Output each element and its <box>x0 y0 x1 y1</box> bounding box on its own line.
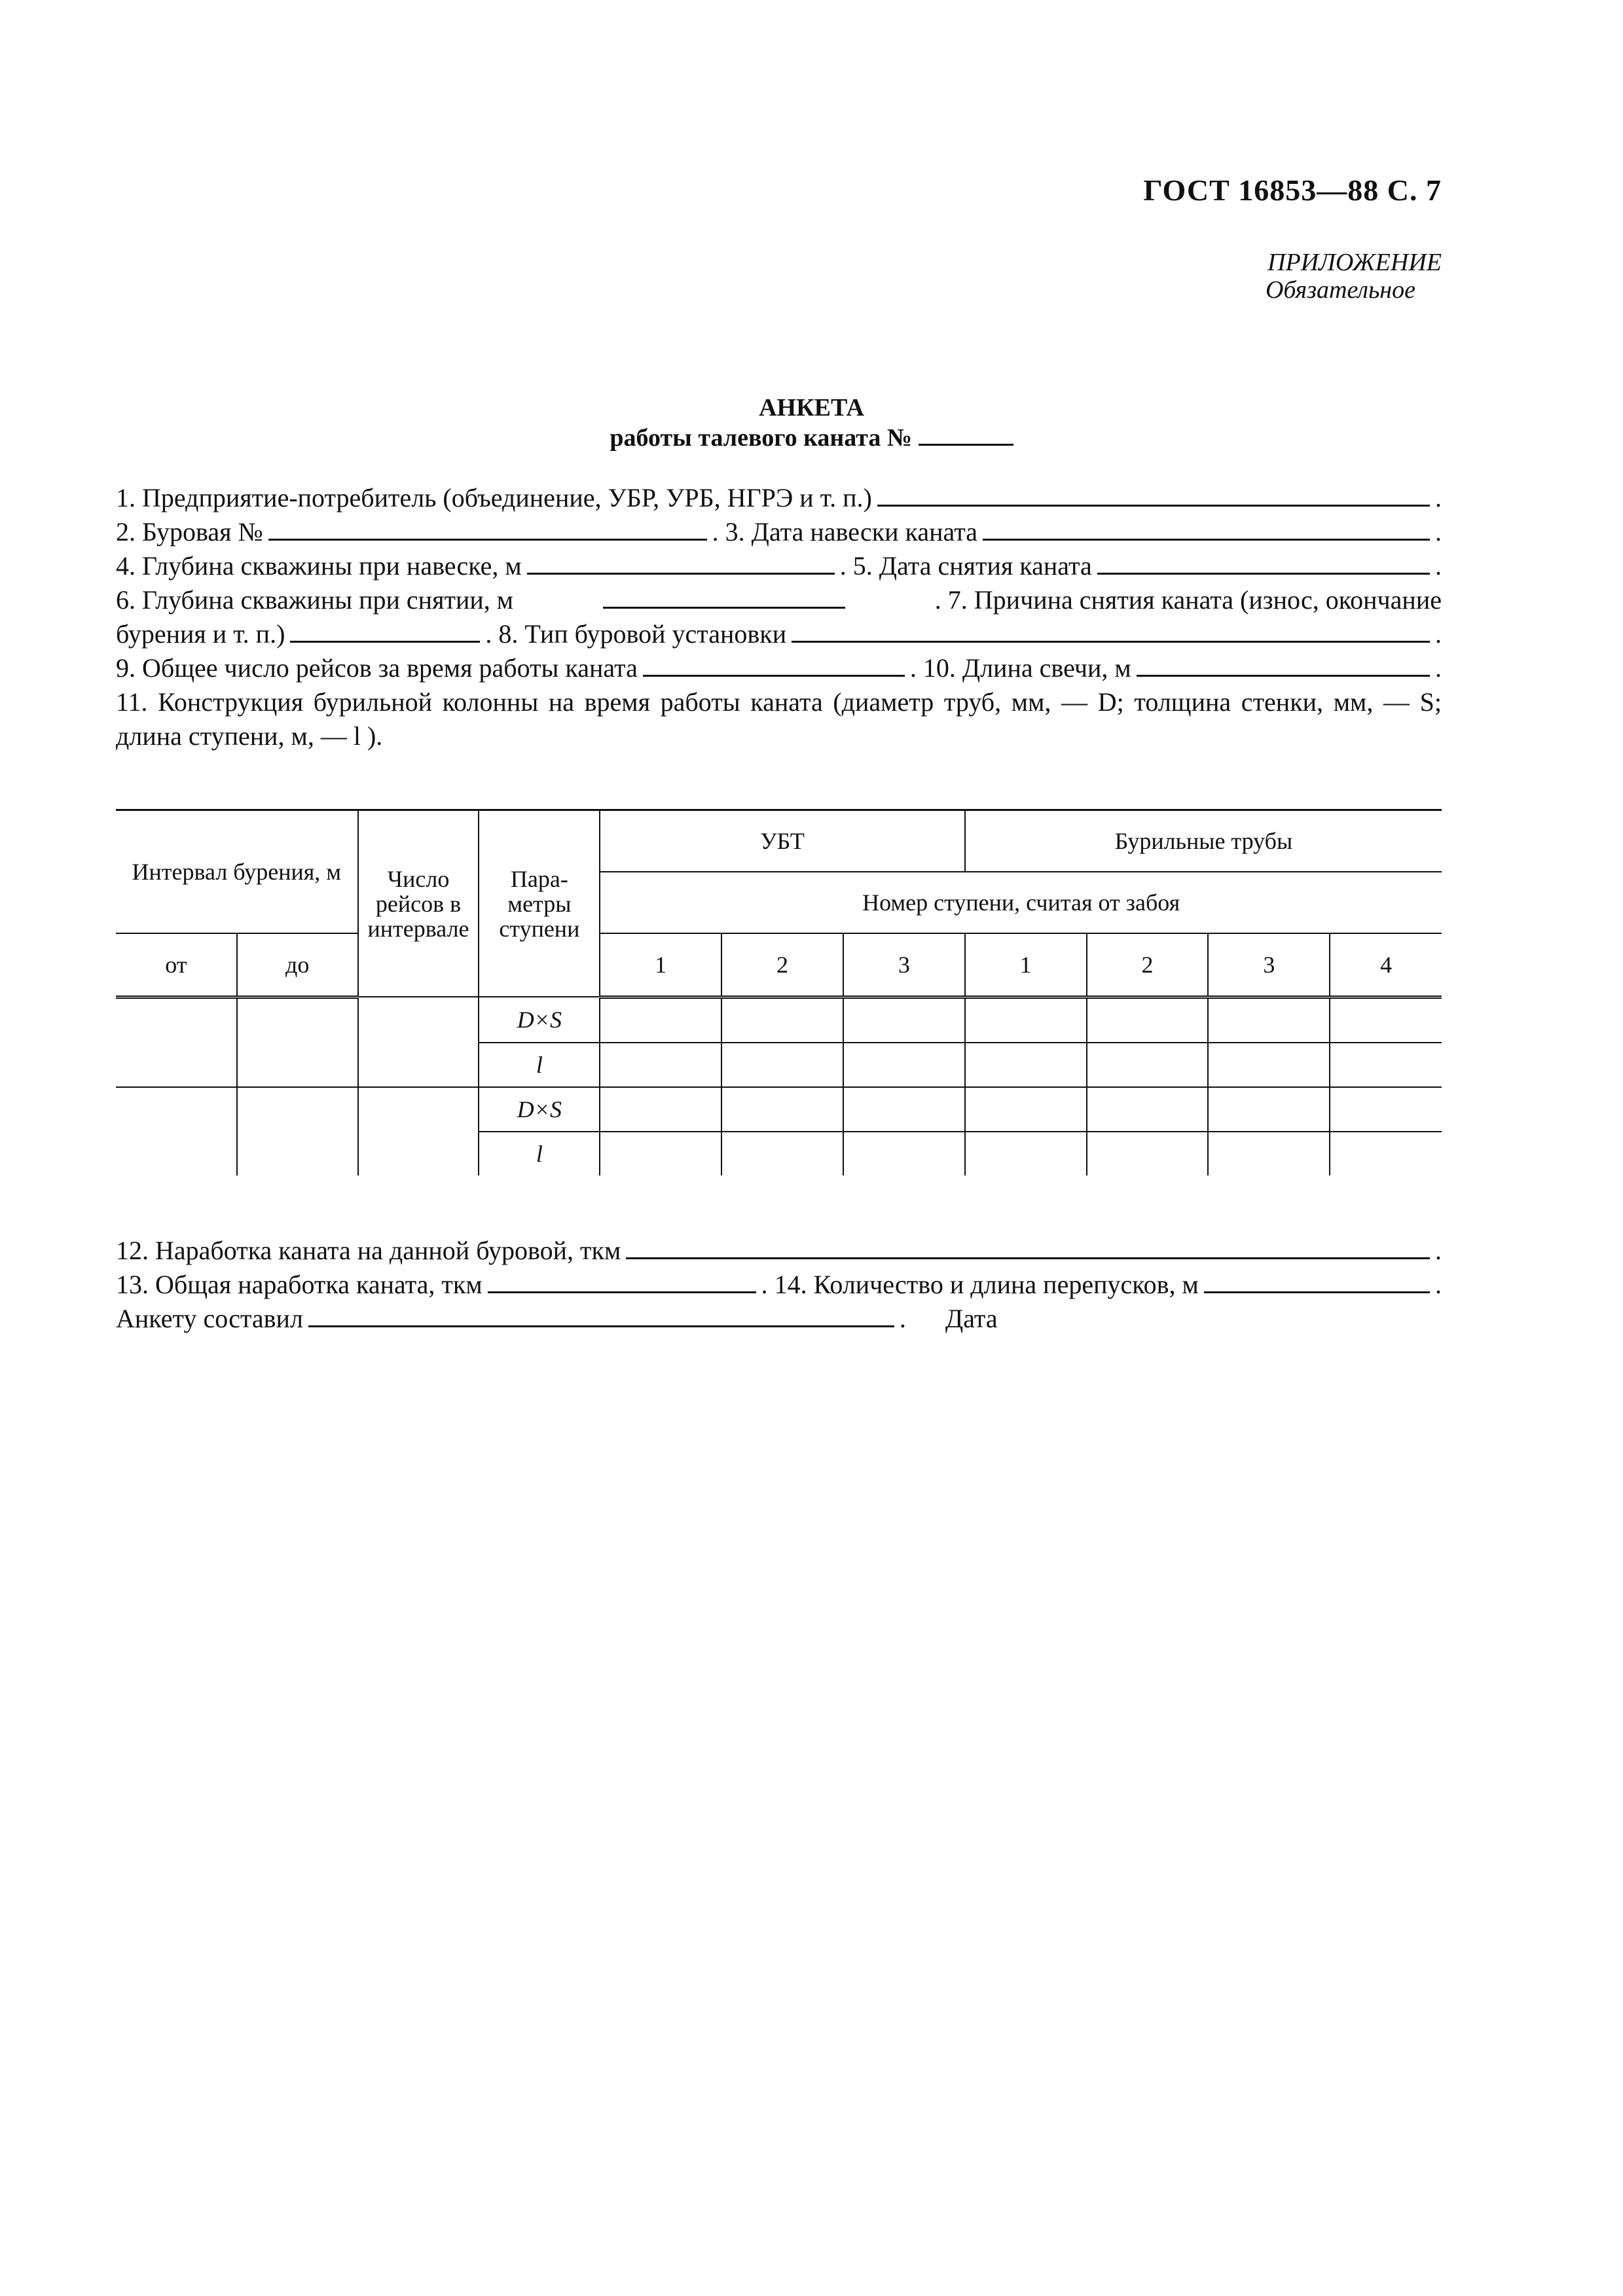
table-cell[interactable] <box>116 1087 237 1175</box>
stage-number-cell: 2 <box>721 933 843 997</box>
field-blank-13[interactable] <box>488 1272 756 1293</box>
field-line-4 <box>116 549 1442 583</box>
drill-string-table <box>116 809 1442 1175</box>
field-label-7: . 7. Причина снятия каната (износ, окончание <box>934 585 1442 615</box>
header-trips-count: Число рейсов в интервале <box>358 810 479 997</box>
field-end-dot: . <box>1435 551 1442 581</box>
field-end-dot: . <box>1435 653 1442 683</box>
appendix-label <box>1266 249 1442 304</box>
stage-number-cell: 4 <box>1330 933 1442 997</box>
field-line-13 <box>116 1268 1442 1302</box>
table-row <box>116 997 1442 1043</box>
field-line-2 <box>116 515 1442 549</box>
form-title-sub-text: работы талевого каната № <box>610 424 913 452</box>
field-end-dot: . <box>1435 1236 1442 1265</box>
field-label-3: . 3. Дата навески каната <box>712 517 977 547</box>
table-cell[interactable] <box>1087 1043 1209 1087</box>
stage-number-cell: 1 <box>600 933 721 997</box>
field-end-dot: . <box>1435 483 1442 512</box>
field-label-10: . 10. Длина свечи, м <box>909 653 1131 683</box>
field-blank-6[interactable] <box>603 587 845 609</box>
table-cell[interactable] <box>600 1043 721 1087</box>
appendix-title: ПРИЛОЖЕНИЕ <box>1267 249 1442 276</box>
param-dxs-label: D×S <box>479 1087 600 1132</box>
table-cell[interactable] <box>237 1087 358 1175</box>
field-blank-10[interactable] <box>1137 655 1430 677</box>
table-cell[interactable] <box>721 1087 843 1132</box>
field-blank-4[interactable] <box>527 553 835 575</box>
field-blank-7[interactable] <box>290 621 480 643</box>
table-cell[interactable] <box>600 997 721 1043</box>
form-title-main: АНКЕТА <box>759 394 864 422</box>
table-cell[interactable] <box>843 1132 965 1175</box>
table-cell[interactable] <box>1208 997 1330 1043</box>
field-blank-2[interactable] <box>268 519 707 541</box>
header-drilling-interval: Интервал бурения, м <box>116 810 358 933</box>
table-cell[interactable] <box>721 997 843 1043</box>
header-drill-pipes: Бурильные трубы <box>965 810 1442 872</box>
date-label: Дата <box>945 1304 998 1333</box>
header-from: от <box>116 933 237 997</box>
header-ubt: УБТ <box>600 810 965 872</box>
document-reference: ГОСТ 16853—88 С. 7 <box>1143 173 1442 207</box>
field-blank-3[interactable] <box>983 519 1430 541</box>
field-end-dot: . <box>1435 1270 1442 1299</box>
field-line-1 <box>116 481 1442 515</box>
field-label-5: . 5. Дата снятия каната <box>839 551 1092 581</box>
field-label-2: 2. Буровая № <box>116 517 263 547</box>
field-label-12: 12. Наработка каната на данной буровой, ткм <box>116 1236 621 1265</box>
field-line-7b <box>116 617 1442 651</box>
table-cell[interactable] <box>1330 1132 1442 1175</box>
compiled-by-label: Анкету составил <box>116 1304 303 1333</box>
stage-number-cell: 2 <box>1087 933 1209 997</box>
table-cell[interactable] <box>843 997 965 1043</box>
table-cell[interactable] <box>1208 1087 1330 1132</box>
field-blank-1[interactable] <box>877 485 1430 507</box>
field-label-13: 13. Общая наработка каната, ткм <box>116 1270 483 1299</box>
field-label-1: 1. Предприятие-потребитель (объединение, УБР, УРБ, НГРЭ и т. п.) <box>116 483 872 512</box>
field-end-dot: . <box>1435 619 1442 649</box>
table-cell[interactable] <box>1087 1132 1209 1175</box>
field-line-12 <box>116 1234 1442 1268</box>
appendix-status: Обязательное <box>1265 276 1415 304</box>
param-dxs-label: D×S <box>479 997 600 1043</box>
questionnaire-footer-fields <box>116 1234 1442 1336</box>
field-blank-14[interactable] <box>1204 1272 1430 1293</box>
field-blank-12[interactable] <box>626 1238 1430 1259</box>
field-end-dot: . <box>1435 517 1442 547</box>
table-cell[interactable] <box>965 1043 1087 1087</box>
table-cell[interactable] <box>1330 1087 1442 1132</box>
field-line-9 <box>116 651 1442 685</box>
table-cell[interactable] <box>965 1132 1087 1175</box>
field-label-4: 4. Глубина скважины при навеске, м <box>116 551 522 581</box>
form-title <box>0 393 1623 453</box>
field-line-6 <box>116 583 1442 617</box>
table-cell[interactable] <box>1208 1043 1330 1087</box>
field-label-6: 6. Глубина скважины при снятии, м <box>116 585 514 615</box>
table-cell[interactable] <box>1087 1087 1209 1132</box>
header-to: до <box>237 933 358 997</box>
table-cell[interactable] <box>358 1087 479 1175</box>
table-row <box>116 1087 1442 1132</box>
table-cell[interactable] <box>600 1132 721 1175</box>
table-cell[interactable] <box>965 1087 1087 1132</box>
compiled-by-blank[interactable] <box>308 1306 894 1327</box>
field-blank-8[interactable] <box>792 621 1430 643</box>
table-cell[interactable] <box>116 997 237 1087</box>
stage-number-cell: 3 <box>843 933 965 997</box>
table-cell[interactable] <box>721 1132 843 1175</box>
table-cell[interactable] <box>965 997 1087 1043</box>
stage-number-cell: 3 <box>1208 933 1330 997</box>
table-cell[interactable] <box>1208 1132 1330 1175</box>
field-line-compiled <box>116 1302 1442 1336</box>
table-cell[interactable] <box>843 1043 965 1087</box>
table-cell[interactable] <box>358 997 479 1087</box>
table-cell[interactable] <box>1330 997 1442 1043</box>
field-label-14: . 14. Количество и длина перепусков, м <box>761 1270 1199 1299</box>
field-label-9: 9. Общее число рейсов за время работы каната <box>116 653 638 683</box>
stage-number-cell: 1 <box>965 933 1087 997</box>
table-cell[interactable] <box>237 997 358 1087</box>
table-cell[interactable] <box>843 1087 965 1132</box>
field-label-8: . 8. Тип буровой установки <box>485 619 787 649</box>
table-cell[interactable] <box>1330 1043 1442 1087</box>
form-title-sub <box>0 423 1623 453</box>
param-l-label: l <box>479 1132 600 1175</box>
questionnaire-fields <box>116 481 1442 753</box>
table-cell[interactable] <box>721 1043 843 1087</box>
param-l-label: l <box>479 1043 600 1087</box>
field-end-dot: . <box>899 1304 906 1333</box>
header-stage-number: Номер ступени, считая от забоя <box>600 872 1442 933</box>
table-cell[interactable] <box>1087 997 1209 1043</box>
field-label-7b: бурения и т. п.) <box>116 619 285 649</box>
field-blank-5[interactable] <box>1097 553 1430 575</box>
field-label-11: 11. Конструкция бурильной колонны на время работы каната (диаметр труб, мм, — D; толщина стенки, мм, — S; длина ступени, м, — l ). <box>116 687 1442 751</box>
header-stage-params: Пара- метры ступени <box>479 810 600 997</box>
form-number-blank[interactable] <box>919 424 1013 446</box>
table-cell[interactable] <box>600 1087 721 1132</box>
field-blank-9[interactable] <box>643 655 905 677</box>
